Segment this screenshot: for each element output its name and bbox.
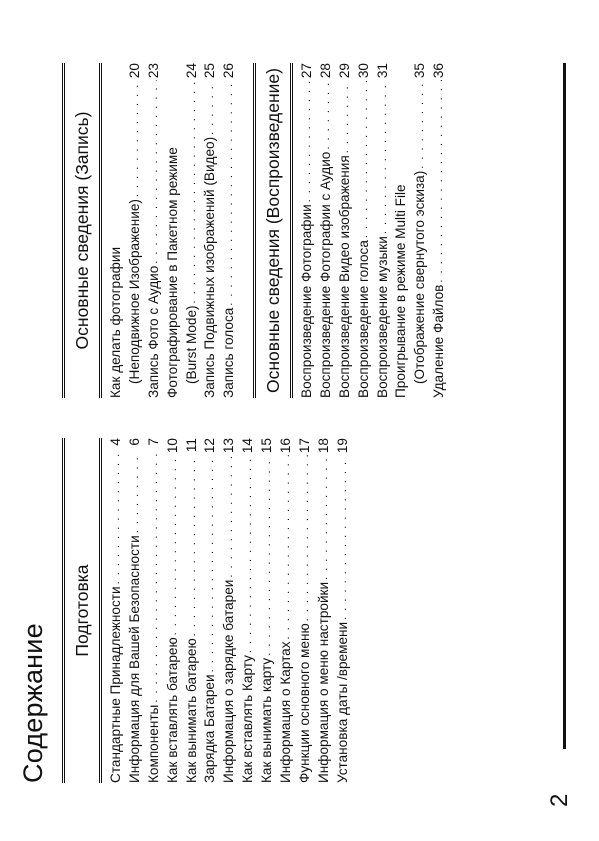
toc-leader-dots xyxy=(201,80,220,135)
toc-entry[interactable] xyxy=(145,63,164,398)
toc-entry[interactable] xyxy=(126,438,145,783)
toc-entry-title: Компоненты xyxy=(145,704,161,783)
section-heading-record: Основные сведения (Запись) xyxy=(62,63,102,398)
toc-entry[interactable] xyxy=(296,438,315,783)
toc-entry[interactable] xyxy=(258,438,277,783)
toc-entry-page: 10 xyxy=(164,438,180,454)
toc-entry-page: 30 xyxy=(355,63,371,79)
toc-entry[interactable] xyxy=(374,63,393,398)
toc-entry-title: Воспроизведение голоса xyxy=(355,240,371,398)
toc-leader-dots xyxy=(277,455,296,639)
toc-entry-title: Зарядка Батареи xyxy=(202,674,218,783)
toc-entry-title: Как вынимать батарею xyxy=(183,638,199,783)
toc-entry[interactable] xyxy=(164,438,183,783)
toc-leader-dots xyxy=(411,80,430,169)
toc-leader-dots xyxy=(126,80,145,197)
toc-list-playback xyxy=(298,63,449,398)
toc-entry-title: Запись голоса xyxy=(221,307,237,398)
toc-entry[interactable] xyxy=(220,63,239,398)
toc-entry-title: (Burst Mode) xyxy=(183,305,199,384)
toc-entry[interactable] xyxy=(201,63,220,398)
toc-entry-page: 17 xyxy=(296,438,312,454)
toc-entry[interactable] xyxy=(183,438,202,783)
toc-entry[interactable] xyxy=(126,63,145,398)
toc-entry-title: Фотографирование в Пакетном режиме xyxy=(164,147,180,398)
toc-entry-title: Информация о Картах xyxy=(278,641,293,783)
toc-entry-page: 29 xyxy=(336,63,352,79)
toc-leader-dots xyxy=(336,80,355,153)
toc-leader-dots xyxy=(298,80,317,202)
toc-entry[interactable] xyxy=(201,438,220,783)
toc-leader-dots xyxy=(107,453,126,584)
toc-entry-title: Как вставлять батарею xyxy=(164,637,180,783)
toc-entry-title: Воспроизведение Фотографии с Аудио xyxy=(317,151,333,398)
toc-entry[interactable] xyxy=(164,63,183,398)
toc-entry-title: Воспроизведение музыки xyxy=(374,236,390,398)
toc-entry[interactable] xyxy=(355,63,374,398)
toc-leader-dots xyxy=(220,80,239,306)
toc-entry-title: Удаление Файлов xyxy=(431,284,447,398)
toc-leader-dots xyxy=(183,454,202,636)
toc-leader-dots xyxy=(220,455,239,578)
toc-entry[interactable] xyxy=(336,63,355,398)
toc-leader-dots xyxy=(296,455,315,621)
toc-entry-page: 15 xyxy=(259,438,275,454)
toc-entry-title: Как вставлять Карту xyxy=(240,655,256,783)
toc-entry-page: 23 xyxy=(145,63,161,79)
page-title: Содержание xyxy=(18,623,48,783)
page-number: 2 xyxy=(546,793,573,807)
toc-entry[interactable] xyxy=(107,63,126,398)
footer-rule xyxy=(563,63,566,749)
toc-entry[interactable] xyxy=(277,438,296,783)
toc-entry-page: 6 xyxy=(126,438,142,446)
toc-entry-page: 26 xyxy=(221,63,237,79)
toc-entry[interactable] xyxy=(145,438,164,783)
toc-entry-page: 24 xyxy=(183,63,199,79)
toc-entry-title: Функции основного меню xyxy=(296,623,312,783)
toc-entry-page: 25 xyxy=(202,63,218,79)
toc-entry-title: Как делать фотографии xyxy=(107,246,123,398)
toc-leader-dots xyxy=(315,455,334,580)
toc-entry[interactable] xyxy=(334,438,353,783)
toc-list-prep xyxy=(107,438,353,783)
toc-entry[interactable] xyxy=(430,63,449,398)
toc-leader-dots xyxy=(374,80,393,234)
toc-entry-title: Информация для Вашей Безопасности xyxy=(126,535,142,783)
toc-leader-dots xyxy=(430,80,449,283)
toc-entry-title: Информация о зарядке батареи xyxy=(221,579,237,783)
toc-entry-title: Воспроизведение Фотографии xyxy=(298,204,314,398)
toc-entry-page: 36 xyxy=(431,63,447,79)
toc-entry-page: 11 xyxy=(183,438,199,453)
toc-entry-page: 28 xyxy=(317,63,333,79)
toc-entry-page: 16 xyxy=(278,438,293,454)
toc-entry[interactable] xyxy=(183,63,202,398)
toc-entry-page: 27 xyxy=(298,63,314,79)
toc-entry-page: 4 xyxy=(107,438,123,446)
toc-leader-dots xyxy=(145,80,164,264)
toc-entry-page: 7 xyxy=(145,438,161,446)
section-heading-prep: Подготовка xyxy=(62,438,102,783)
toc-entry-page: 31 xyxy=(374,63,390,79)
toc-entry-title: (Отображение свернутого эскиза) xyxy=(412,170,428,384)
toc-leader-dots xyxy=(145,453,164,703)
section-heading-playback: Основные сведения (Воспроизведение) xyxy=(253,63,293,398)
toc-entry-title: Установка даты /времени xyxy=(334,621,350,783)
toc-entry[interactable] xyxy=(239,438,258,783)
toc-entry[interactable] xyxy=(298,63,317,398)
toc-entry[interactable] xyxy=(315,438,334,783)
toc-leader-dots xyxy=(183,80,202,303)
toc-entry-title: (Неподвижное Изображение) xyxy=(126,199,142,384)
toc-entry[interactable] xyxy=(220,438,239,783)
toc-entry-title: Запись Фото с Аудио xyxy=(145,265,161,398)
toc-entry-page: 20 xyxy=(126,63,142,79)
toc-entry-title: Информация о меню настройки xyxy=(315,581,331,783)
toc-entry-title: Воспроизведение Видео изображения xyxy=(336,155,352,398)
toc-entry[interactable] xyxy=(107,438,126,783)
toc-entry-title: Как вынимать карту xyxy=(259,657,275,783)
toc-list-record xyxy=(107,63,239,398)
toc-entry[interactable] xyxy=(411,63,430,398)
toc-entry-page: 19 xyxy=(334,438,350,454)
toc-entry[interactable] xyxy=(392,63,411,398)
toc-entry-title: Запись Подвижных изображений (Видео) xyxy=(202,136,218,398)
toc-leader-dots xyxy=(239,455,258,653)
toc-entry-page: 14 xyxy=(240,438,256,454)
toc-leader-dots xyxy=(317,80,336,150)
toc-leader-dots xyxy=(126,453,145,533)
toc-entry-page: 12 xyxy=(202,438,218,454)
toc-leader-dots xyxy=(201,455,220,672)
toc-entry-title: Стандартные Принадлежности xyxy=(107,586,123,783)
toc-entry-page: 35 xyxy=(412,63,428,79)
toc-entry[interactable] xyxy=(317,63,336,398)
toc-entry-title: Проигрывание в режиме Multi File xyxy=(393,184,409,398)
toc-entry-page: 13 xyxy=(221,438,237,454)
toc-leader-dots xyxy=(334,455,353,620)
toc-entry-page: 18 xyxy=(315,438,331,454)
toc-leader-dots xyxy=(164,455,183,635)
toc-leader-dots xyxy=(355,80,374,238)
toc-leader-dots xyxy=(258,455,277,656)
